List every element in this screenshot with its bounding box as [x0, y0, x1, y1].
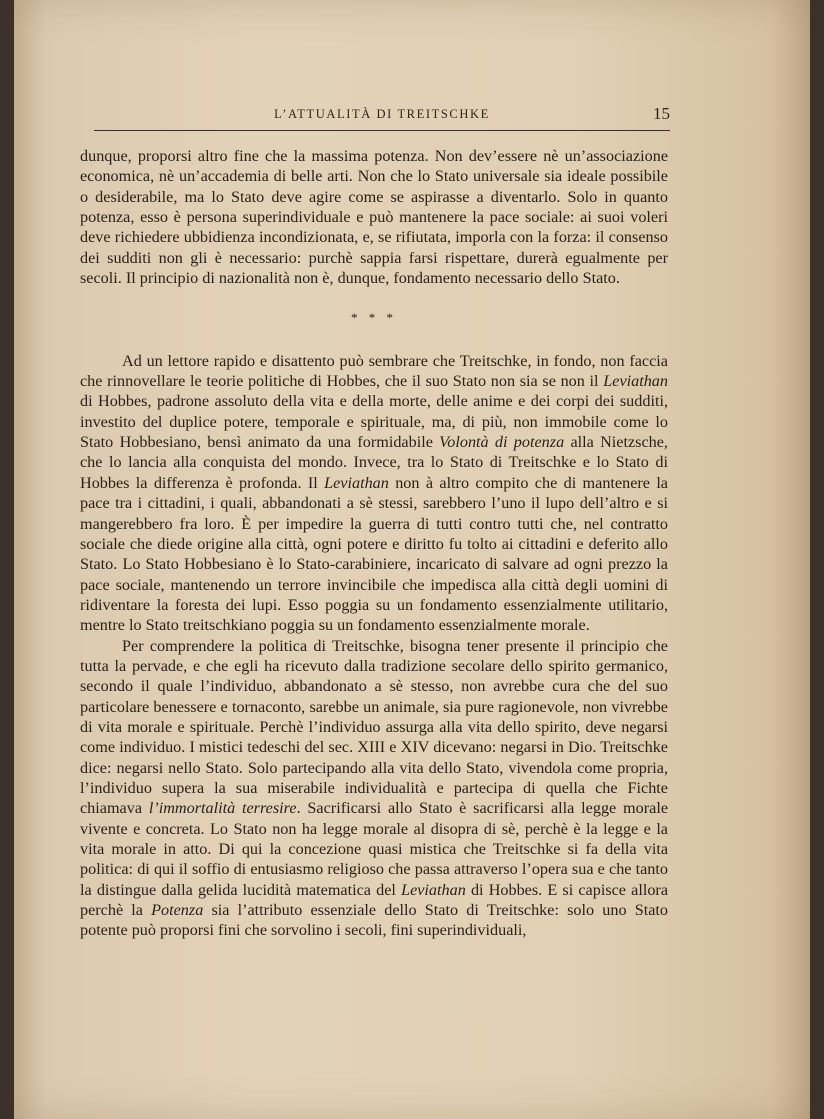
page-number: 15	[653, 104, 670, 123]
text-run: sia l’attributo essenziale dello Stato di Treitschke: solo uno Stato potente può proporsi fini che sorvolino i secoli, fini superindividuali,	[80, 901, 668, 940]
text-run: . Sacrificarsi allo Stato è sacrificarsi alla legge morale vivente e concreta. Lo Stato non ha legge morale al disopra di sè, perchè è la legge e la vita morale in atto. Di qui la concezione quasi mistica che Treitschke si fa della vita politica: di qui il soffio di entusiasmo religioso che passa attraverso l’opera sua e che tanto la distingue dalla gelida lucidità matematica del	[80, 799, 668, 899]
text-run: Ad un lettore rapido e disattento può sembrare che Treitschke, in fondo, non faccia che rinnovellare le teorie politiche di Hobbes, che il suo Stato non sia se non il	[80, 351, 668, 391]
text-run: Per comprendere la politica di Treitschke, bisogna tener presente il principio che tutta la pervade, e che egli ha ricevuto dalla tradizione secolare dello spirito germanico, secondo il quale l’individuo, abbandonato a sè stesso, non avrebbe cura che del suo particolare benessere e tornaconto, sarebbe un animale, sia pure ragionevole, non vivrebbe di vita morale e spirituale. Perchè l’individuo assurga alla vita dello spirito, deve negarsi come individuo. I mistici tedeschi del sec. XIII e XIV dicevano: negarsi in Dio. Treitschke dice: negarsi nello Stato. Solo partecipando alla vita dello Stato, vivendola come propria, l’individuo supera la sua miserabile individualità e partecipa di quella che Fichte chiamava	[80, 636, 668, 818]
paragraph	[80, 351, 668, 636]
italic-text: l’immortalità terresire	[148, 799, 297, 818]
italic-text: Leviathan	[401, 880, 466, 899]
italic-text: Potenza	[151, 901, 204, 920]
text-run: dunque, proporsi altro fine che la massima potenza. Non dev’essere nè un’associazione economica, nè un’accademia di belle arti. Non che lo Stato universale sia ideale possibile o desiderabile, ma lo Stato deve agire come se aspirasse a diventarlo. Solo in quanto potenza, esso è persona superindividuale e può mantenere la pace sociale: ai suoi voleri deve richiedere ubbidienza incondizionata, e, se rifiutata, imporla con la forza: il consenso dei sudditi non gli è necessario: purchè sappia farsi rispettare, durerà egualmente per secoli. Il principio di nazionalità non è, dunque, fondamento necessario dello Stato.	[80, 147, 668, 288]
text-run: alla Nietzsche, che lo lancia alla conquista del mondo. Invece, tra lo Stato di Treitschke e lo Stato di Hobbes la differenza è profonda. Il	[80, 433, 668, 492]
text-run: non à altro compito che di mantenere la pace tra i cittadini, i quali, abbandonati a sè stessi, sarebbero l’uno il lupo dell’altro e si mangerebbero fra loro. È per impedire la guerra di tutti contro tutti che, nel contratto sociale che diede origine alla città, ogni potere e diritto fu tolto ai cittadini e deferito allo Stato. Lo Stato Hobbesiano è lo Stato-carabiniere, incaricato di salvare ad ogni prezzo la pace sociale, mantenendo un terrore invincibile che impedisca alla città degli uomini di ridiventare la foresta dei lupi. Esso poggia su un fondamento essenzialmente utilitario, mentre lo Stato treitschkiano poggia su un fondamento essenzialmente morale.	[80, 473, 668, 635]
italic-text: Leviathan	[603, 372, 668, 391]
text-run: di Hobbes, padrone assoluto della vita e della morte, delle anime e dei corpi dei sudditi, investito del duplice potere, temporale e spirituale, ma, di più, non immobile come lo Stato Hobbesiano, bensì animato da una formidabile	[80, 392, 668, 452]
italic-text: Volontà di potenza	[439, 433, 565, 452]
paragraph	[80, 636, 668, 941]
book-page	[14, 0, 810, 1119]
text-run: di Hobbes. E si capisce allora perchè la	[80, 880, 668, 920]
paragraph	[80, 146, 668, 288]
body-text	[80, 146, 668, 941]
italic-text: Leviathan	[324, 473, 389, 492]
section-separator: * * *	[351, 310, 397, 326]
running-header	[94, 104, 670, 131]
running-title: L’ATTUALITÀ DI TREITSCHKE	[274, 107, 490, 121]
